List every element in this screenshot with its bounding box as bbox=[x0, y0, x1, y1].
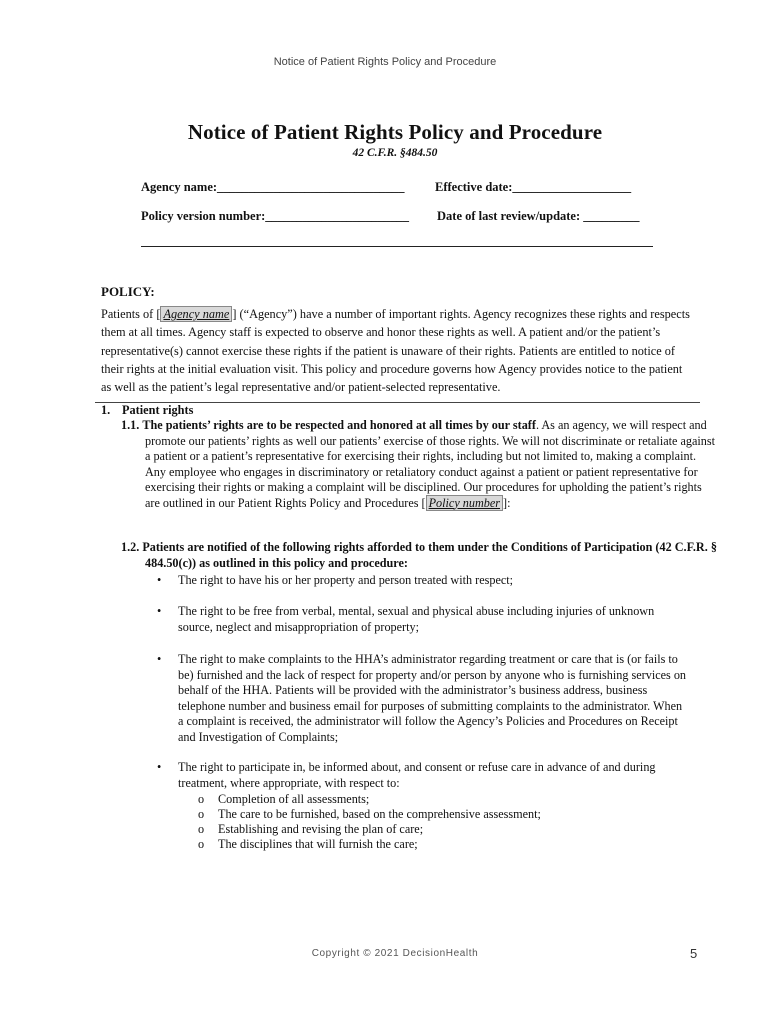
item-1-1 bbox=[121, 418, 717, 511]
bullet-icon: • bbox=[157, 573, 162, 587]
item-1-2-text: Patients are notified of the following rights afforded to them under the Conditions of Participation (42 C.F.R. § 484.50(c)) as outlined in this policy and procedure: bbox=[142, 540, 717, 570]
citation: 42 C.F.R. §484.50 bbox=[352, 147, 438, 159]
running-header: Notice of Patient Rights Policy and Procedure bbox=[273, 56, 497, 68]
copyright-footer: Copyright © 2021 DecisionHealth bbox=[311, 948, 479, 959]
item-1-1-bold: The patients’ rights are to be respected and honored at all times by our staff bbox=[142, 418, 536, 432]
list-item bbox=[157, 573, 689, 589]
bullet-icon: • bbox=[157, 652, 162, 666]
sub-list-item bbox=[198, 837, 678, 853]
policy-text-rest: ] (“Agency”) have a number of important rights. Agency recognizes these rights and respects them at all times. Agency staff is expected to observe and honor these rights as well. A patient and/or the patient’s representative(s) cannot exercise these rights if the patient is unaware of their rights. Patients are entitled to notice of their rights at the initial evaluation visit. This policy and procedure governs how Agency provides notice to the patient as well as the patient’s legal representative and/or patient-selected representative. bbox=[101, 307, 690, 395]
circle-bullet-icon: o bbox=[198, 837, 205, 851]
section-title: Patient rights bbox=[122, 403, 194, 417]
bullet-text: The right to have his or her property and person treated with respect; bbox=[178, 573, 514, 587]
sub-list-item bbox=[198, 792, 678, 808]
policy-version-field[interactable]: Policy version number:_______________________ bbox=[141, 209, 410, 223]
bullet-text: The right to participate in, be informed about, and consent or refuse care in advance of and during treatment, where appropriate, with respect to: bbox=[178, 760, 656, 790]
section-heading bbox=[101, 403, 193, 418]
sub-list-item bbox=[198, 807, 678, 823]
policy-number-placeholder[interactable]: Policy number bbox=[426, 495, 503, 511]
list-item bbox=[157, 652, 689, 745]
blank-signature-line[interactable] bbox=[141, 246, 653, 247]
item-1-1-end: ]: bbox=[503, 495, 511, 510]
circle-bullet-icon: o bbox=[198, 792, 205, 806]
bullet-text: The right to make complaints to the HHA’s administrator regarding treatment or care that is (or fails to be) furnished and the lack of respect for property and/or person by anyone who is furnishing services on behalf of the HHA. Patients will be provided with the administrator’s business address, business telephone number and business email for purposes of submitting complaints to the administrator. When a complaint is received, the administrator will follow the Agency’s Policies and Procedures on Receipt and Investigation of Complaints; bbox=[178, 652, 687, 744]
bullet-text: The right to be free from verbal, mental, sexual and physical abuse including injuries of unknown source, neglect and misappropriation of property; bbox=[178, 604, 655, 634]
section-number: 1. bbox=[101, 403, 111, 417]
policy-paragraph bbox=[101, 305, 693, 396]
sub-item-text: Completion of all assessments; bbox=[218, 792, 370, 806]
bullet-icon: • bbox=[157, 760, 162, 774]
item-1-1-text: . As an agency, we will respect and promote our patients’ rights as well our patients’ exercise of those rights. We will not discriminate or retaliate against a patient or a patient’s representative for exercising their rights, including but not limited to, making a complaint. Any employee who engages in discriminatory or retaliatory conduct against a patient or patient representative for exercising their rights or making a complaint will be disciplined. Our procedures for upholding the patient’s rights are outlined in our Patient Rights Policy and Procedures [ bbox=[145, 418, 715, 510]
effective-date-field[interactable]: Effective date:___________________ bbox=[435, 180, 632, 194]
list-item bbox=[157, 760, 689, 791]
circle-bullet-icon: o bbox=[198, 807, 205, 821]
list-item bbox=[157, 604, 689, 635]
agency-name-placeholder[interactable]: Agency name bbox=[160, 306, 232, 322]
item-1-2 bbox=[121, 540, 717, 571]
bullet-icon: • bbox=[157, 604, 162, 618]
sub-list-item bbox=[198, 822, 678, 838]
page-number: 5 bbox=[690, 946, 698, 961]
policy-text-start: Patients of [ bbox=[101, 307, 161, 321]
document-title: Notice of Patient Rights Policy and Procedure bbox=[187, 120, 603, 144]
item-1-2-number: 1.2. bbox=[121, 540, 140, 554]
circle-bullet-icon: o bbox=[198, 822, 205, 836]
last-review-field[interactable]: Date of last review/update: _________ bbox=[437, 209, 640, 223]
sub-item-text: Establishing and revising the plan of care; bbox=[218, 822, 424, 836]
sub-item-text: The disciplines that will furnish the care; bbox=[218, 837, 418, 851]
item-1-1-number: 1.1. bbox=[121, 418, 140, 432]
agency-name-field[interactable]: Agency name:______________________________ bbox=[141, 180, 405, 194]
sub-item-text: The care to be furnished, based on the comprehensive assessment; bbox=[218, 807, 541, 821]
policy-heading: POLICY: bbox=[101, 284, 155, 299]
